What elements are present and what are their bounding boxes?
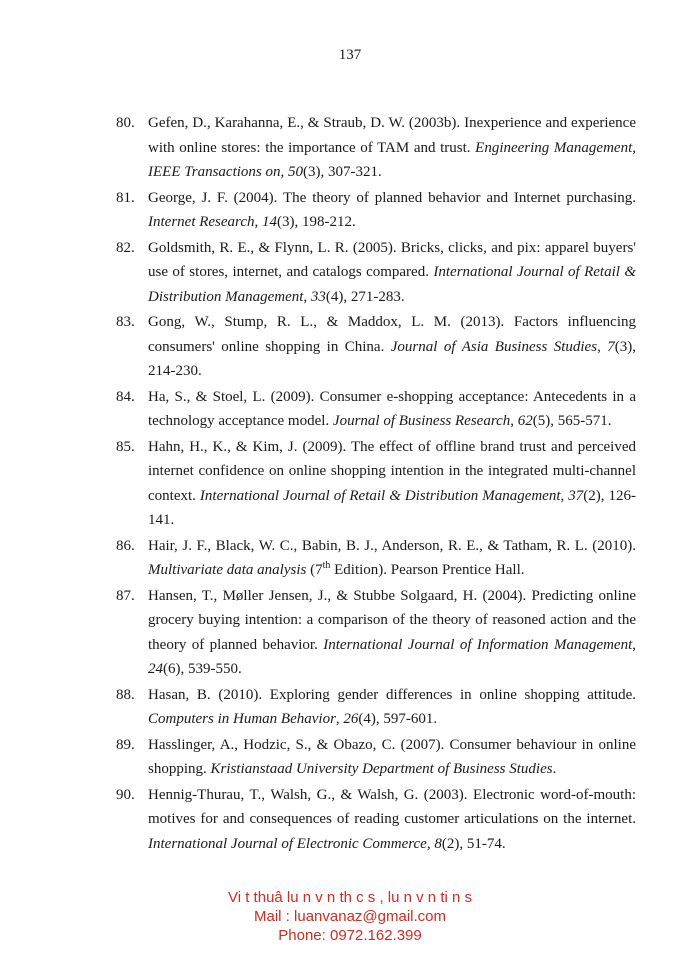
reference-italic-part: International Journal of Information Management	[323, 636, 633, 653]
reference-item	[116, 534, 636, 583]
reference-part: ,	[335, 711, 344, 727]
reference-part: (3), 214-230.	[148, 338, 636, 379]
reference-italic-part: Multivariate data analysis	[148, 562, 307, 578]
reference-item	[116, 111, 636, 185]
reference-italic-part: Journal of Business Research	[332, 413, 511, 429]
reference-part: Gefen, D., Karahanna, E., & Straub, D. W. (2003b). Inexperience and experience with online stores: the importance of TAM and trust.	[148, 115, 636, 156]
reference-part: ,	[254, 214, 262, 230]
reference-part: ,	[632, 636, 637, 653]
reference-italic-part: 37	[568, 487, 584, 504]
reference-item	[116, 236, 636, 310]
reference-part: (2), 51-74.	[441, 835, 506, 852]
reference-part: ,	[303, 288, 311, 305]
reference-italic-part: International Journal of Retail & Distribution Management	[199, 487, 561, 504]
reference-italic-part: 24	[148, 661, 163, 677]
reference-italic-part: Internet Research	[148, 214, 255, 230]
reference-italic-part: 50	[288, 164, 304, 180]
reference-item	[116, 733, 636, 782]
reference-part: (4), 271-283.	[325, 288, 405, 305]
reference-part: (4), 597-601.	[358, 711, 438, 727]
reference-part: Hair, J. F., Black, W. C., Babin, B. J., Anderson, R. E., & Tatham, R. L. (2010).	[148, 537, 636, 554]
reference-part: Hasslinger, A., Hodzic, S., & Obazo, C. (2007). Consumer behaviour in online shopping.	[148, 736, 636, 777]
reference-number: 80.	[116, 115, 135, 131]
reference-part: .	[552, 761, 557, 777]
reference-italic-part: 33	[310, 288, 326, 305]
reference-text	[148, 111, 636, 185]
reference-item	[116, 783, 636, 857]
reference-part: (3), 198-212.	[277, 214, 356, 230]
reference-text	[148, 435, 636, 533]
reference-number: 84.	[116, 388, 135, 405]
reference-part: th	[322, 560, 331, 571]
reference-part: (2), 126-141.	[148, 487, 636, 528]
reference-italic-part: Computers in Human Behavior	[148, 711, 336, 727]
reference-part: (5), 565-571.	[532, 413, 612, 429]
reference-text	[148, 385, 636, 434]
reference-item	[116, 683, 636, 732]
reference-text	[148, 534, 636, 583]
reference-italic-part: 14	[262, 214, 277, 230]
reference-number: 87.	[116, 587, 135, 604]
reference-italic-part: Engineering Management, IEEE Transactions on	[148, 139, 636, 180]
reference-part: ,	[280, 164, 289, 180]
reference-part: Hasan, B. (2010). Exploring gender differences in online shopping attitude.	[148, 686, 636, 703]
reference-italic-part: International Journal of Electronic Commerce	[148, 835, 427, 852]
reference-text	[148, 236, 636, 310]
reference-part: ,	[560, 487, 569, 504]
reference-item	[116, 584, 636, 682]
reference-text	[148, 310, 636, 384]
reference-number: 82.	[116, 239, 135, 256]
reference-part: (6), 539-550.	[163, 661, 242, 677]
reference-part: ,	[597, 338, 608, 355]
reference-italic-part: 7	[607, 338, 615, 355]
reference-italic-part: 8	[434, 835, 442, 852]
reference-part: Gong, W., Stump, R. L., & Maddox, L. M. (2013). Factors influencing consumers' online shopping in China.	[148, 314, 636, 355]
reference-number: 88.	[116, 686, 135, 703]
reference-item	[116, 186, 636, 235]
reference-number: 83.	[116, 314, 135, 330]
reference-item	[116, 310, 636, 384]
reference-part: (3), 307-321.	[303, 164, 382, 180]
page-number: 137	[338, 47, 362, 63]
footer-email: Mail : luanvanaz@gmail.com	[254, 908, 446, 925]
reference-number: 85.	[116, 438, 135, 455]
reference-text	[148, 733, 636, 782]
reference-italic-part: International Journal of Retail & Distribution Management	[148, 264, 636, 305]
reference-italic-part: 26	[343, 711, 359, 727]
reference-italic-part: Journal of Asia Business Studies	[390, 338, 598, 355]
reference-part: Hahn, H., K., & Kim, J. (2009). The effect of offline brand trust and perceived internet confidence on online shopping intention in the integrated multi-channel context.	[148, 438, 636, 504]
reference-part: (7	[306, 562, 323, 578]
reference-part: Ha, S., & Stoel, L. (2009). Consumer e-shopping acceptance: Antecedents in a technology acceptance model.	[148, 388, 636, 429]
reference-part: Edition). Pearson Prentice Hall.	[330, 562, 525, 578]
reference-italic-part: 62	[517, 413, 533, 429]
reference-part: Hansen, T., Møller Jensen, J., & Stubbe Solgaard, H. (2004). Predicting online grocery buying intention: a comparison of the theory of reasoned action and the theory of planned behavior.	[148, 587, 636, 653]
reference-number: 81.	[116, 189, 135, 206]
reference-part: Hennig-Thurau, T., Walsh, G., & Walsh, G. (2003). Electronic word-of-mouth: motives for and consequences of reading customer articulations on the internet.	[148, 786, 636, 827]
reference-item	[116, 435, 636, 533]
reference-number: 86.	[116, 537, 135, 554]
reference-text	[148, 683, 636, 732]
reference-part: Goldsmith, R. E., & Flynn, L. R. (2005). Bricks, clicks, and pix: apparel buyers' use of stores, internet, and catalogs compared.	[148, 239, 636, 280]
reference-italic-part: Kristianstaad University Department of Business Studies	[210, 761, 553, 777]
reference-list	[116, 111, 636, 857]
reference-part: George, J. F. (2004). The theory of planned behavior and Internet purchasing.	[148, 189, 636, 206]
reference-number: 90.	[116, 786, 135, 803]
reference-item	[116, 385, 636, 434]
reference-text	[148, 783, 636, 857]
reference-text	[148, 584, 636, 682]
reference-part: ,	[426, 835, 435, 852]
reference-number: 89.	[116, 736, 135, 753]
reference-text	[148, 186, 636, 235]
footer-watermark-line: Vi t thuâ lu n v n th c s , lu n v n ti n s	[227, 889, 472, 906]
reference-part: ,	[510, 413, 518, 429]
footer-phone: Phone: 0972.162.399	[278, 927, 422, 944]
